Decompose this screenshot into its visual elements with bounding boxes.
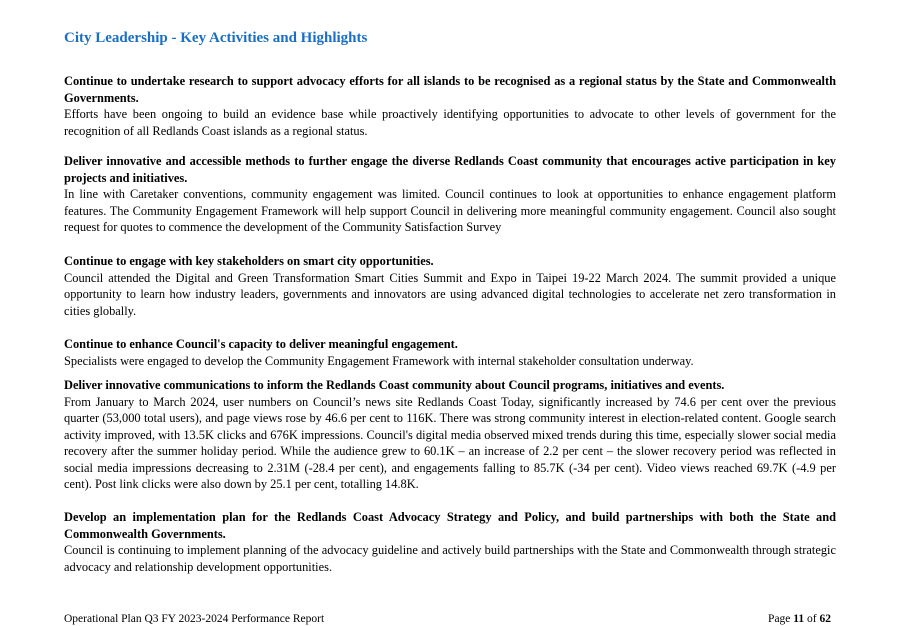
footer-report-title: Operational Plan Q3 FY 2023-2024 Performance Report <box>64 613 325 625</box>
activity-body: Specialists were engaged to develop the Community Engagement Framework with internal stakeholder consultation underway. <box>64 353 694 368</box>
activity-heading: Deliver innovative and accessible methods to further engage the diverse Redlands Coast community that encourages active participation in key projects and initiatives. <box>64 154 836 185</box>
activity-body: Council attended the Digital and Green Transformation Smart Cities Summit and Expo in Taipei 19-22 March 2024. The summit provided a unique opportunity to learn how industry leaders, governments and innovators are using advanced digital technologies to accelerate net zero transformation in cities globally. <box>64 270 836 318</box>
activity-section <box>64 509 836 575</box>
activity-heading: Develop an implementation plan for the Redlands Coast Advocacy Strategy and Policy, and build partnerships with both the State and Commonwealth Governments. <box>64 510 836 541</box>
activity-heading: Continue to engage with key stakeholders on smart city opportunities. <box>64 254 434 268</box>
activity-body: Council is continuing to implement planning of the advocacy guideline and actively build partnerships with the State and Commonwealth through strategic advocacy and relationship development opportunities. <box>64 543 836 574</box>
footer-page-number <box>768 612 831 626</box>
activity-body: From January to March 2024, user numbers on Council’s news site Redlands Coast Today, significantly increased by 74.6 per cent over the previous quarter (53,000 total users), and page views rose by 46.6 per cent to 116K. There was strong community interest in election-related content. Google search activity improved, with 13.5K clicks and 676K impressions. Council's digital media observed mixed trends during this time, especially slower social media recovery after the summer holiday period. While the audience grew to 60.1K – an increase of 2.2 per cent – the slower recovery period was reflected in social media impressions decreasing to 2.31M (-28.4 per cent), and engagements falling to 85.7K (-34 per cent). Video views reached 69.7K (-4.9 per cent). Post link clicks were also down by 25.1 per cent, totalling 14.8K. <box>64 394 836 491</box>
page-prefix: Page <box>768 613 794 625</box>
page-separator: of <box>804 613 820 625</box>
activity-heading: Continue to undertake research to support advocacy efforts for all islands to be recognised as a regional status by the State and Commonwealth Governments. <box>64 74 836 105</box>
activity-section <box>64 153 836 236</box>
activity-heading: Deliver innovative communications to inform the Redlands Coast community about Council programs, initiatives and events. <box>64 378 725 392</box>
activity-section <box>64 253 836 319</box>
page-current: 11 <box>793 613 805 625</box>
activity-heading: Continue to enhance Council's capacity to deliver meaningful engagement. <box>64 337 458 351</box>
activity-body: Efforts have been ongoing to build an evidence base while proactively identifying opportunities to advocate to other levels of government for the recognition of all Redlands Coast islands as a regional status. <box>64 107 836 138</box>
page-title: City Leadership - Key Activities and Highlights <box>64 30 368 46</box>
activity-section <box>64 377 836 493</box>
page-total: 62 <box>819 613 831 625</box>
activity-section <box>64 73 836 139</box>
activity-section <box>64 336 836 369</box>
activity-body: In line with Caretaker conventions, community engagement was limited. Council continues to look at opportunities to enhance engagement platform features. The Community Engagement Framework will help support Council in delivering more meaningful community engagement. Council also sought request for quotes to commence the development of the Community Satisfaction Survey <box>64 187 836 234</box>
